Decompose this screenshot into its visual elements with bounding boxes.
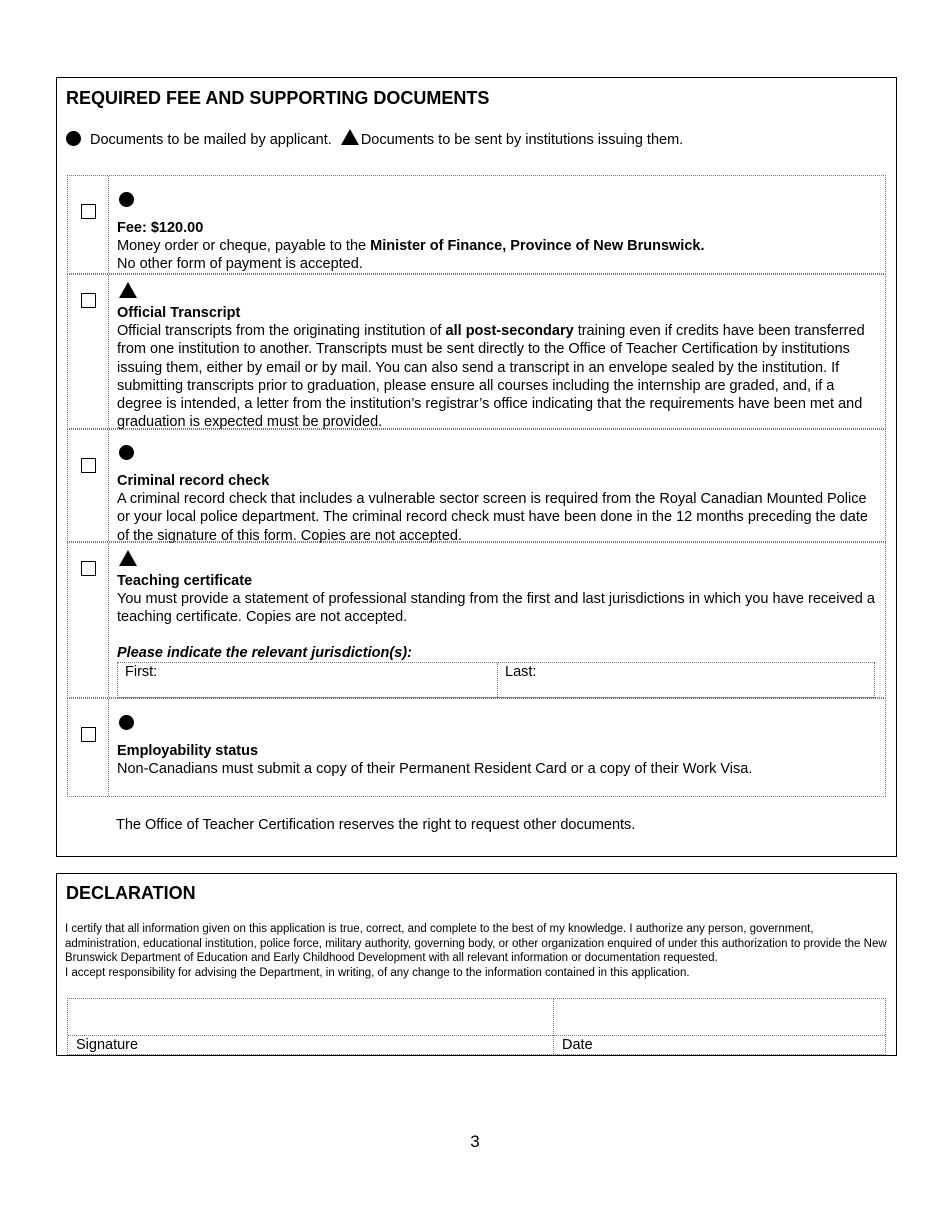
item-description: Money order or cheque, payable to the Minister of Finance, Province of New Brunswick. bbox=[117, 238, 705, 255]
item-description: Official transcripts from the originating institution of all post-secondary training even if credits have been transferred from one institution to another. Transcripts must be sent directly to the Office of Teacher Certification by institutions issuing them, either by email or by mail. You can also send a transcript in an envelope sealed by the institution. If submitting transcripts prior to graduation, please ensure all courses including the internship are graded, and, if a degree is intended, a letter from the institution’s registrar’s office indicating that the requirements have been met and graduation is expected must be provided. bbox=[117, 323, 865, 431]
triangle-icon bbox=[341, 129, 359, 145]
jurisdiction-prompt: Please indicate the relevant jurisdiction(s): bbox=[117, 645, 412, 661]
legend-institution-text: Documents to be sent by institutions issuing them. bbox=[360, 132, 684, 148]
document-row-fee bbox=[67, 175, 886, 274]
circle-icon bbox=[119, 192, 134, 207]
item-title: Employability status bbox=[117, 743, 259, 759]
legend-mailed-text: Documents to be mailed by applicant. bbox=[90, 132, 332, 148]
document-row-teaching-certificate bbox=[67, 542, 886, 698]
item-description: You must provide a statement of professional standing from the first and last jurisdictions in which you have received a teaching certificate. Copies are not accepted. bbox=[117, 591, 875, 626]
teaching-certificate-checkbox[interactable] bbox=[81, 561, 96, 576]
item-title: Fee: $120.00 bbox=[117, 220, 204, 236]
employability-checkbox[interactable] bbox=[81, 727, 96, 742]
first-jurisdiction-field[interactable] bbox=[118, 663, 498, 697]
section-title: DECLARATION bbox=[66, 883, 196, 903]
declaration-text: I certify that all information given on this application is true, correct, and complete to the best of my knowledge. I authorize any person, government, administration, educational institution, police force, military authority, governing body, or other organization enquired of under this authorization to provide the New Brunswick Department of Education and Early Childhood Development with all relevant information or documentation requested. I accept responsibility for advising the Department, in writing, of any change to the information contained in this application. bbox=[65, 923, 887, 979]
circle-icon bbox=[119, 715, 134, 730]
document-row-transcript bbox=[67, 274, 886, 429]
document-row-employability bbox=[67, 698, 886, 797]
triangle-icon bbox=[119, 550, 137, 566]
required-documents-section bbox=[56, 77, 897, 857]
page-number: 3 bbox=[470, 1132, 480, 1151]
signature-field[interactable] bbox=[68, 999, 554, 1054]
item-title: Official Transcript bbox=[117, 305, 241, 321]
circle-icon bbox=[66, 131, 81, 146]
jurisdiction-table bbox=[117, 662, 875, 698]
criminal-record-checkbox[interactable] bbox=[81, 458, 96, 473]
other-documents-note: The Office of Teacher Certification reserves the right to request other documents. bbox=[116, 817, 636, 833]
item-description: Non-Canadians must submit a copy of their Permanent Resident Card or a copy of their Work Visa. bbox=[117, 761, 753, 778]
document-row-criminal-record bbox=[67, 429, 886, 542]
last-jurisdiction-label: Last: bbox=[505, 664, 537, 680]
transcript-checkbox[interactable] bbox=[81, 293, 96, 308]
date-field[interactable] bbox=[554, 999, 885, 1054]
signature-table bbox=[67, 998, 886, 1055]
item-description: A criminal record check that includes a vulnerable sector screen is required from the Royal Canadian Mounted Police or your local police department. The criminal record check must have been done in the 12 months preceding the date of the signature of this form. Copies are not accepted. bbox=[117, 491, 868, 544]
last-jurisdiction-field[interactable] bbox=[498, 663, 874, 697]
circle-icon bbox=[119, 445, 134, 460]
section-title: REQUIRED FEE AND SUPPORTING DOCUMENTS bbox=[66, 88, 490, 108]
date-label: Date bbox=[562, 1037, 593, 1053]
first-jurisdiction-label: First: bbox=[125, 664, 158, 680]
item-description-line2: No other form of payment is accepted. bbox=[117, 256, 363, 273]
item-title: Criminal record check bbox=[117, 473, 270, 489]
triangle-icon bbox=[119, 282, 137, 298]
fee-checkbox[interactable] bbox=[81, 204, 96, 219]
declaration-section bbox=[56, 873, 897, 1056]
legend bbox=[66, 132, 683, 148]
signature-label: Signature bbox=[76, 1037, 139, 1053]
item-title: Teaching certificate bbox=[117, 573, 253, 589]
